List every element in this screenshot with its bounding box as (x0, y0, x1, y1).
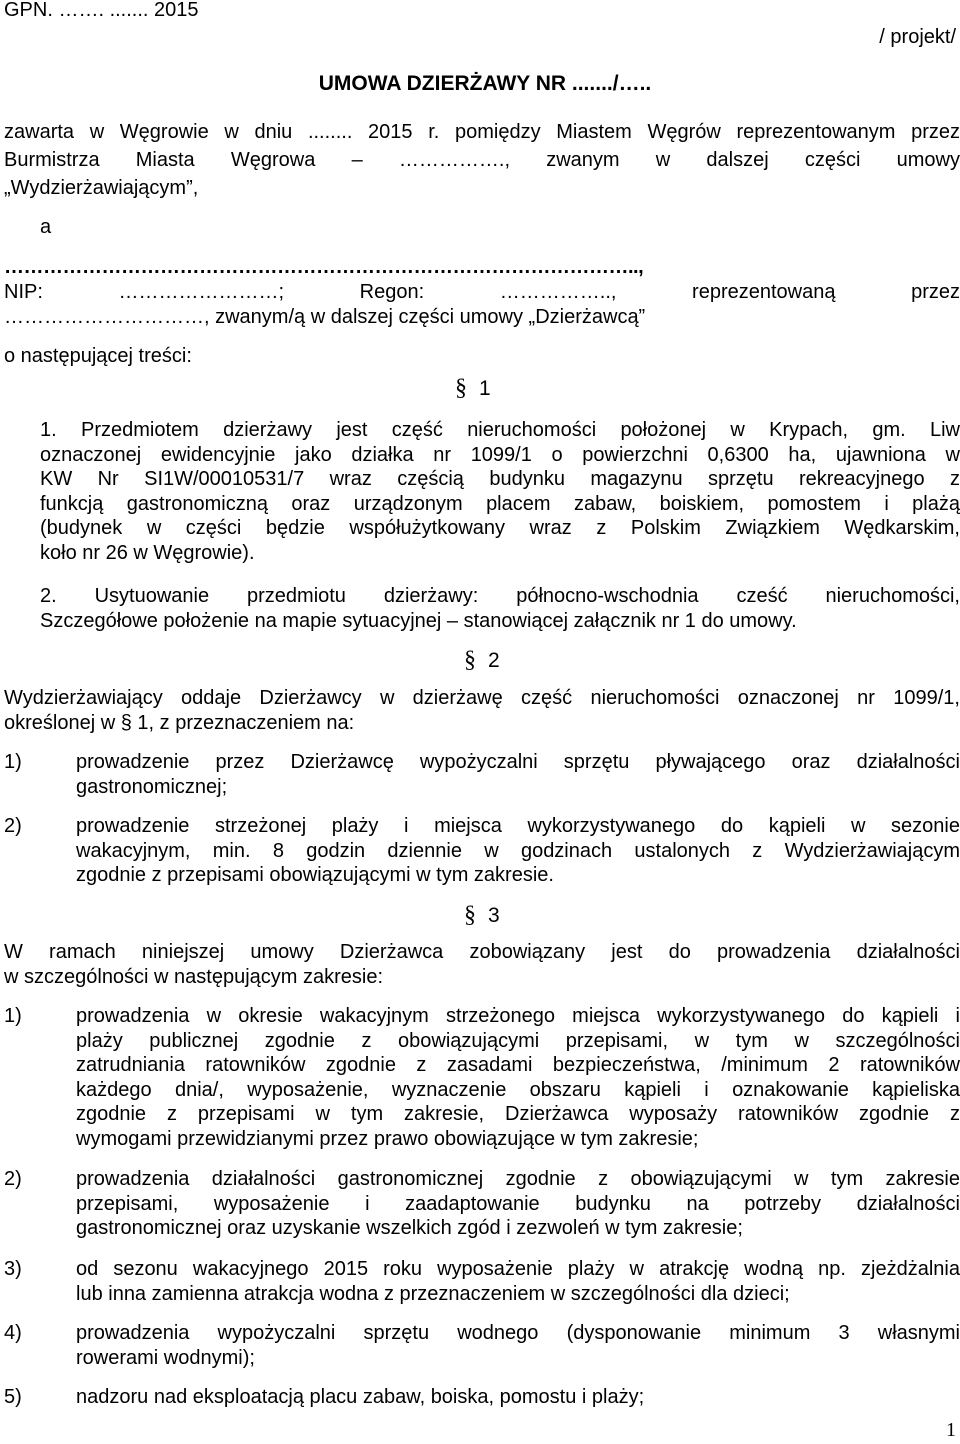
section-2-intro-line-2: określonej w § 1, z przeznaczeniem na: (4, 712, 355, 734)
item-number: 5) (4, 1386, 22, 1408)
item-line: prowadzenia w okresie wakacyjnym strzeżonego miejsca wykorzystywanego do kąpieli i (76, 1005, 960, 1027)
item-number: 3) (4, 1258, 22, 1280)
section-2-heading (464, 648, 500, 674)
intro-line-1: zawarta w Węgrowie w dniu ........ 2015 r. pomiędzy Miastem Węgrów reprezentowanym przez (4, 121, 960, 143)
section-3-heading (464, 903, 500, 929)
intro-line-3: „Wydzierżawiającym”, (4, 177, 199, 199)
item-line: wakacyjnym, min. 8 godzin dziennie w godzinach ustalonych z Wydzierżawiającym (76, 839, 960, 862)
section-3-intro-line-2: w szczególności w następującym zakresie: (4, 966, 384, 988)
item-line: rowerami wodnymi); (76, 1346, 255, 1369)
item-line: nadzoru nad eksploatacją placu zabaw, boiska, pomostu i plaży; (76, 1386, 645, 1408)
item-number: 2) (4, 815, 22, 837)
item-line: Szczegółowe położenie na mapie sytuacyjnej – stanowiącej załącznik nr 1 do umowy. (40, 609, 797, 632)
intro-line-2: Burmistrza Miasta Węgrowa – ……………., zwanym w dalszej części umowy (4, 149, 960, 171)
content-intro: o następującej treści: (4, 345, 192, 367)
item-line: 1. Przedmiotem dzierżawy jest część nieruchomości położonej w Krypach, gm. Liw (40, 419, 960, 441)
item-number: 2) (4, 1168, 22, 1190)
header-reference: GPN. ……. ....... 2015 (4, 0, 199, 21)
item-line: 2. Usytuowanie przedmiotu dzierżawy: północno-wschodnia cześć nieruchomości, (40, 585, 960, 607)
nip-regon-line: NIP: ……………………; Regon: …………….., reprezentowaną przez (4, 281, 960, 303)
section-1-heading (455, 376, 491, 402)
section-3-intro-line-1: W ramach niniejszej umowy Dzierżawca zobowiązany jest do prowadzenia działalności (4, 941, 960, 963)
item-line: plaży publicznej zgodnie z obowiązującymi przepisami, w tym w szczególności (76, 1029, 960, 1052)
section-symbol: § (455, 375, 467, 401)
item-number: 4) (4, 1322, 22, 1344)
item-line: gastronomicznej oraz uzyskanie wszelkich zgód i zezwoleń w tym zakresie; (76, 1217, 743, 1239)
item-line: prowadzenie przez Dzierżawcę wypożyczalni sprzętu pływającego oraz działalności (76, 751, 960, 773)
section-number: 3 (488, 904, 500, 927)
item-line: zgodnie z przepisami w tym zakresie, Dzierżawca wyposaży ratowników zgodnie z (76, 1103, 960, 1125)
item-line: KW Nr SI1W/00010531/7 wraz częścią budynku magazynu sprzętu rekreacyjnego z (40, 468, 960, 490)
item-number: 1) (4, 751, 22, 773)
item-line: każdego dnia/, wyposażenie, wyznaczenie obszaru kąpieli i oznakowanie kąpieliska (76, 1078, 960, 1101)
item-line: lub inna zamienna atrakcja wodna z przeznaczeniem w szczególności dla dzieci; (76, 1282, 790, 1305)
item-line: wymogami przewidzianymi przez prawo obowiązujące w tym zakresie; (76, 1127, 699, 1150)
section-number: 2 (488, 649, 500, 672)
section-1-item-2 (40, 584, 960, 633)
section-2-intro-line-1: Wydzierżawiający oddaje Dzierżawcy w dzierżawę część nieruchomości oznaczonej nr 1099/1, (4, 687, 960, 709)
item-line: prowadzenia działalności gastronomicznej zgodnie z obowiązującymi w tym zakresie (76, 1168, 960, 1190)
page-number: 1 (946, 1419, 956, 1441)
item-number: 1) (4, 1005, 22, 1027)
item-line: prowadzenia wypożyczalni sprzętu wodnego (dysponowanie minimum 3 własnymi (76, 1322, 960, 1344)
item-line: od sezonu wakacyjnego 2015 roku wyposażenie plaży w atrakcję wodną np. zjeżdżalnia (76, 1258, 960, 1280)
header-draft-label: / projekt/ (879, 26, 956, 48)
item-line: prowadzenie strzeżonej plaży i miejsca wykorzystywanego do kąpieli w sezonie (76, 815, 960, 837)
representative-line: …………………………, zwanym/ą w dalszej części umowy „Dzierżawcą” (4, 306, 646, 328)
item-line: przepisami, wyposażenie i zaadaptowanie budynku na potrzeby działalności (76, 1192, 960, 1215)
section-number: 1 (479, 377, 491, 400)
section-1-item-1 (40, 418, 960, 565)
document-title: UMOWA DZIERŻAWY NR ......./….. (318, 72, 652, 95)
intro-and: a (40, 216, 52, 238)
item-line: gastronomicznej; (76, 775, 228, 798)
second-party-line: …………………………………………………………………………………….., (4, 256, 644, 278)
item-line: oznaczonej ewidencyjnie jako działka nr 1099/1 o powierzchni 0,6300 ha, ujawniona w (40, 443, 960, 466)
item-line: zgodnie z przepisami obowiązującymi w tym zakresie. (76, 864, 554, 886)
item-line: koło nr 26 w Węgrowie). (40, 541, 255, 564)
section-symbol: § (464, 902, 476, 928)
item-line: funkcją gastronomiczną oraz urządzonym placem zabaw, boiskiem, pomostem i plażą (40, 492, 960, 515)
item-line: (budynek w części będzie współużytkowany wraz z Polskim Związkiem Wędkarskim, (40, 517, 960, 539)
item-line: zatrudniania ratowników zgodnie z zasadami bezpieczeństwa, /minimum 2 ratowników (76, 1054, 960, 1076)
section-symbol: § (464, 647, 476, 673)
